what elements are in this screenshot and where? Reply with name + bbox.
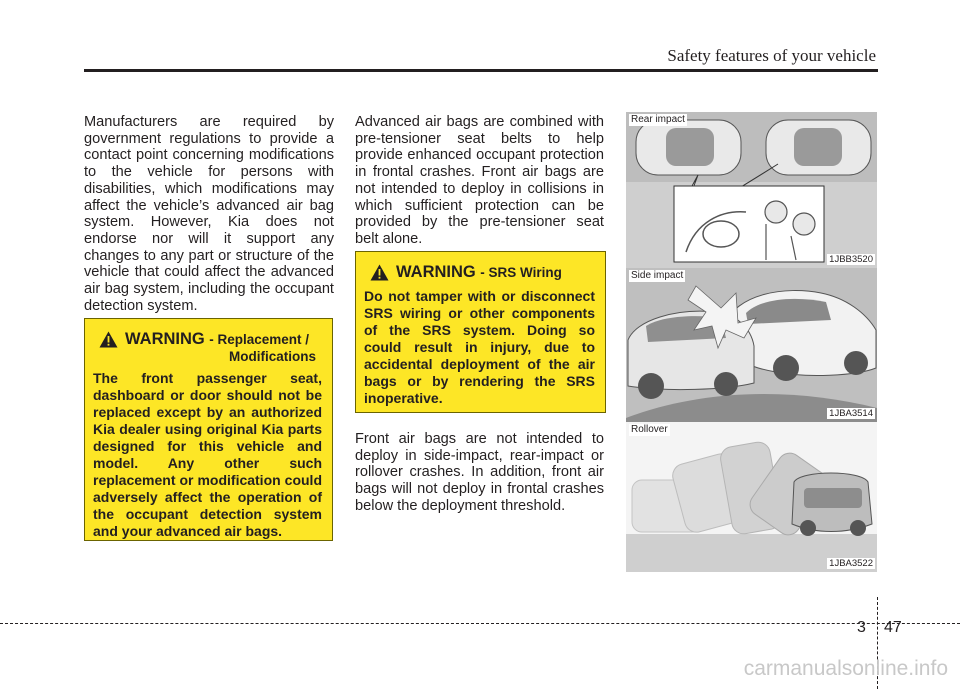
rollover-drawing <box>626 422 877 572</box>
header-rule <box>84 69 878 72</box>
figure-label: Rear impact <box>631 114 685 125</box>
figure-label: Side impact <box>631 270 684 281</box>
side-impact-drawing <box>626 268 877 422</box>
warning-word: WARNING <box>125 330 205 348</box>
warning-word: WARNING <box>396 263 476 281</box>
page-number: 47 <box>884 619 902 636</box>
rollover-illustration <box>626 422 877 572</box>
warning-text: The front passenger seat, dashboard or door should not be replaced except by an authorized Kia dealer using original Kia parts designed for this vehicle and model. Any other such replacement or modification could adversely affect the operation of the occupant detection system and your advanced air bags. <box>93 370 322 539</box>
advanced-airbags-paragraph: Advanced air bags are combined with pre-tensioner seat belts to help provide enhanced occupant protection in frontal crashes. Front air bags are not intended to deploy in collisions in which sufficient protection can be provided by the pre-tensioner seat belt alone. <box>355 114 604 247</box>
rear-impact-illustration <box>626 112 877 268</box>
warning-title <box>125 330 316 364</box>
warning-box-srs-wiring <box>355 251 606 413</box>
front-airbags-paragraph: Front air bags are not intended to deploy in side-impact, rear-impact or rollover crashes. In addition, front air bags will not deploy in frontal crashes below the deployment threshold. <box>355 431 604 514</box>
rear-impact-drawing <box>626 112 877 268</box>
side-impact-illustration <box>626 268 877 422</box>
warning-header <box>99 330 332 364</box>
page-header-title: Safety features of your vehicle <box>667 46 876 65</box>
warning-subtitle: - SRS Wiring <box>480 265 562 280</box>
figure-code: 1JBA3522 <box>829 558 873 569</box>
figure-code: 1JBA3514 <box>829 408 873 419</box>
warning-triangle-icon <box>370 264 389 281</box>
warning-text: Do not tamper with or disconnect SRS wiring or other components of the SRS system. Doing so could result in injury, due to accidental deployment of the air bags or by rendering the SRS inoperative. <box>364 288 595 406</box>
warning-triangle-icon <box>99 331 118 348</box>
modifications-paragraph: Manufacturers are required by government regulations to provide a contact point concerning modifications to the vehicle for persons with disabilities, which modifications may affect the vehicle’s advanced air bag system. However, Kia does not endorse nor will it support any changes to any part or structure of the vehicle that could affect the advanced air bag system, including the occupant detection system. <box>84 114 334 314</box>
warning-header <box>370 263 605 282</box>
watermark-text: carmanualsonline.info <box>743 657 948 680</box>
chapter-number: 3 <box>857 619 866 636</box>
figure-code: 1JBB3520 <box>829 254 873 265</box>
warning-subtitle: - Replacement / <box>209 332 309 347</box>
warning-box-replacement <box>84 318 333 541</box>
footer-rule <box>0 623 960 624</box>
warning-subtitle-continued: Modifications <box>229 349 316 364</box>
warning-title <box>396 263 562 282</box>
figure-label: Rollover <box>631 424 668 435</box>
